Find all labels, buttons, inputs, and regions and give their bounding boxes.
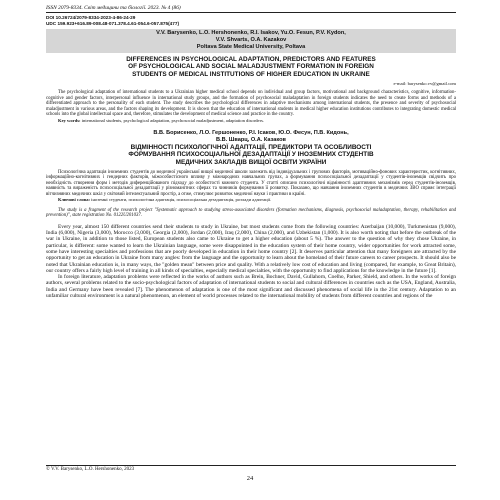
- keywords-en: [46, 118, 456, 123]
- article-meta: [46, 15, 456, 26]
- abstract-en: The psychological adaptation of international students to a Ukrainian higher medical school depends on individual and group factors, motivational and background characteristics, cognitive, information-cognitive and gender factors, interpersonal influence in international study groups, and the formation of psychosocial maladaptation in foreign students indicates the need to create forms and methods of a differentiated approach to the personality of each student. The study describes the psychological differences in adaptive mechanisms among international students, the presence and severity of psychosocial maladjustment in various areas, and the factors shaping its development. It is shown that the education of international students in medical higher education institutions contributes to integrating domestic medical schools into the global intellectual space and, therefore, stimulates the development of medical science and practice in the country.: [46, 90, 456, 118]
- udc-line: UDC 159.923+616.89-008.48-071.378.4.61-054.6-057.875(477): [46, 20, 180, 26]
- title-en-line3: STUDENTS OF MEDICAL INSTITUTIONS OF HIGHER EDUCATION IN UKRAINE: [132, 70, 370, 78]
- authors-ua-line2: В.В. Шварц, О.А. Казаков: [216, 136, 286, 143]
- doi-line[interactable]: DOI 10.26724/2079-8334-2023-4-86-24-29: [46, 15, 136, 20]
- title-ua-line1: ВІДМІННОСТІ ПСИХОЛОГІЧНОЇ АДАПТАЦІЇ, ПРЕДИКТОРИ ТА ОСОБЛИВОСТІ: [130, 143, 372, 151]
- authors-en-box: [46, 29, 456, 53]
- journal-header: ISSN 2079-8334. Світ медицини та біології. 2023. № 4 (86): [46, 5, 456, 13]
- authors-ua: [46, 130, 456, 144]
- body-paragraph-1: Every year, almost 150 different countries send their students to study in Ukraine, but most students come from the following countries: Azerbaijan (10,000), Turkmenistan (9,000), India (6,000), Nigeria (3,000), Morocco (3,000), Georgia (2,000), Jordan (2,000), Iraq (2,000), China (2,000), and Uzbekistan (1,000). It is also worth noting that before the outbreak of the war in Ukraine, in addition to those listed, European students also came to Ukraine to get a higher education (about 5 %). The answer to the question of why they chose Ukraine, in particular, is different: some wanted to learn the Ukrainian language, some were disappointed in the education system of their home country, wider opportunities for work attracted some, some have interesting specialties and professions that are poorly developed in education in their home country [2]. It deserves particular attention that many foreigners are attracted by the opportunity to get an education in Ukraine from many angles: from the language and the opportunity to learn about the homeland of their future careers to career prospects. It should also be noted that Ukrainian education is, in many ways, the "golden mean" between price and quality. With a relatively low cost of education and living (compared, for example, to Great Britain), our country offers a fairly high level of training in all kinds of specialties, especially medical specialties, with the opportunity to find applications for the knowledge in the future [1].: [46, 223, 456, 274]
- keywords-en-label: Key words:: [58, 117, 81, 123]
- title-en: [46, 56, 456, 78]
- page-number: 24: [246, 475, 254, 482]
- keywords-ua-label: Ключові слова:: [58, 197, 91, 203]
- authors-en-line1: V.V. Barysenko, L.O. Hershonenko, R.I. Isakov, Yu.O. Fesun, P.V. Kydon,: [156, 30, 346, 37]
- title-en-line2: OF PSYCHOLOGICAL AND SOCIAL MALADJUSTMENT FORMATION IN FOREIGN: [128, 63, 374, 71]
- authors-ua-line1: В.В. Борисенко, Л.О. Гершоненко, Р.І. Ісаков, Ю.О. Фесун, П.В. Кидонь,: [153, 129, 349, 136]
- article-page: [46, 5, 456, 299]
- affiliation: Poltava State Medical University, Poltava: [196, 44, 306, 51]
- body-paragraph-2: In foreign literature, adaptation problems were reflected in the works of authors such as Brein, Bochner, David, Gullahorn, Coelho, Parker, Shield, and others. In the works of foreign authors, several problems related to the socio-psychological factors of adaptation of international students to social and cultural differences in countries such as the USA, England, Australia, India and Germany have been revealed [7]. The phenomenon of adaptation is one of the most significant and discussed phenomena of social life in the 21st century. Adaptation to an unfamiliar cultural environment is a natural phenomenon, an element of world processes related to the international mobility of students from different countries and regions of the: [46, 274, 456, 300]
- keywords-ua: [46, 197, 456, 202]
- keywords-en-text: international students, psychological adaptation, psychosocial maladjustment, adaptation disorders.: [80, 117, 265, 123]
- abstract-ua: Психологічна адаптація іноземних студентів до медичної української вищої медичної школи залежить від індивідуальних і групових факторів, мотиваційно-фонових характеристик, когнітивних, інформаційно-когнітивних і гендерних факторів, міжособистісного впливу у міжнародних навчальних групах, а формування психосоціальної дезадаптації у студентів-іноземців свідчить про необхідність створення форм і методів диференційованого підходу до особистості кожного студента. У статті описано психологічні відмінності адаптивних механізмів серед студентів-іноземців, наявність та вираженість психосоціальної дезадаптації у різноманітних сферах та чинників формування її розвитку. Показано, що навчання іноземних студентів в медичних ЗВО сприяє інтеграції вітчизняних медичних шкіл у світовий інтелектуальний простір, а отже, стимулює розвиток медичної науки і практики в країні.: [46, 169, 456, 197]
- title-ua: [46, 144, 456, 166]
- study-note: The study is a fragment of the research project "Systematic approach to studying stress-associated disorders (formation mechanisms, diagnosis, psychosocial maladaptation, therapy, rehabilitation and prevention)", state registration No. 0122U201037.: [46, 207, 456, 219]
- authors-en-line2: V.V. Shvarts, O.A. Kazakov: [215, 37, 287, 44]
- title-ua-line2: ФОРМУВАННЯ ПСИХОСОЦІАЛЬНОЇ ДЕЗАДАПТАЦІЇ У ІНОЗЕМНИХ СТУДЕНТІВ: [128, 151, 374, 159]
- keywords-ua-text: іноземні студенти, психологічна адаптація, психосоціальна дезадаптація, розлади адаптації.: [90, 197, 272, 203]
- copyright-footer: © V.V. Barysenko, L.O. Hershonenko, 2023: [46, 465, 456, 472]
- title-ua-line3: МЕДИЧНИХ ЗАКЛАДІВ ВИЩОЇ ОСВІТИ УКРАЇНИ: [175, 158, 327, 166]
- title-en-line1: DIFFERENCES IN PSYCHOLOGICAL ADAPTATION, PREDICTORS AND FEATURES: [126, 56, 376, 64]
- email-contact[interactable]: e-mail: barysenko.vv@gmail.com: [393, 81, 456, 87]
